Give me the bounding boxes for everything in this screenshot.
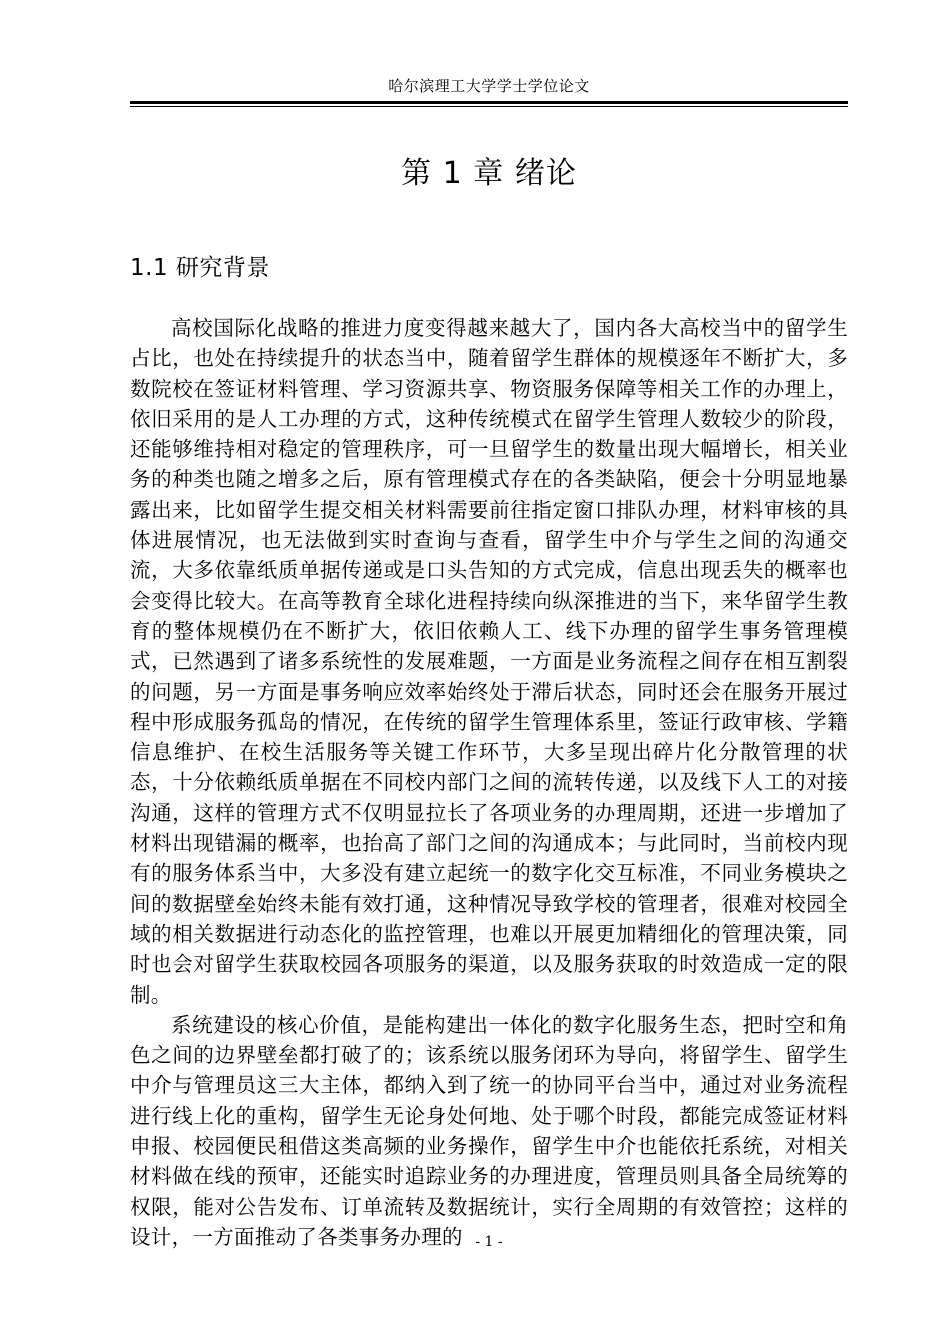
running-header: 哈尔滨理工大学学士学位论文: [388, 77, 590, 95]
section-heading: 1.1 研究背景: [130, 255, 270, 281]
body-text: [130, 313, 848, 1252]
header-rule-thin: [130, 106, 848, 107]
page-number: - 1 -: [475, 1234, 503, 1250]
paragraph: 系统建设的核心价值，是能构建出一体化的数字化服务生态，把时空和角色之间的边界壁垒都打破了的；该系统以服务闭环为导向，将留学生、留学生中介与管理员这三大主体，都纳入到了统一的协同平台当中，通过对业务流程进行线上化的重构，留学生无论身处何地、处于哪个时段，都能完成签证材料申报、校园便民租借这类高频的业务操作，留学生中介也能依托系统，对相关材料做在线的预审，还能实时追踪业务的办理进度，管理员则具备全局统筹的权限，能对公告发布、订单流转及数据统计，实行全周期的有效管控；这样的设计，一方面推动了各类事务办理的: [130, 1012, 848, 1249]
paragraph: 高校国际化战略的推进力度变得越来越大了，国内各大高校当中的留学生占比，也处在持续提升的状态当中，随着留学生群体的规模逐年不断扩大，多数院校在签证材料管理、学习资源共享、物资服务保障等相关工作的办理上，依旧采用的是人工办理的方式，这种传统模式在留学生管理人数较少的阶段，还能够维持相对稳定的管理秩序，可一旦留学生的数量出现大幅增长，相关业务的种类也随之增多之后，原有管理模式存在的各类缺陷，便会十分明显地暴露出来，比如留学生提交相关材料需要前往指定窗口排队办理，材料审核的具体进展情况，也无法做到实时查询与查看，留学生中介与学生之间的沟通交流，大多依靠纸质单据传递或是口头告知的方式完成，信息出现丢失的概率也会变得比较大。在高等教育全球化进程持续向纵深推进的当下，来华留学生教育的整体规模仍在不断扩大，依旧依赖人工、线下办理的留学生事务管理模式，已然遇到了诸多系统性的发展难题，一方面是业务流程之间存在相互割裂的问题，另一方面是事务响应效率始终处于滞后状态，同时还会在服务开展过程中形成服务孤岛的情况，在传统的留学生管理体系里，签证行政审核、学籍信息维护、在校生活服务等关键工作环节，大多呈现出碎片化分散管理的状态，十分依赖纸质单据在不同校内部门之间的流转传递，以及线下人工的对接沟通，这样的管理方式不仅明显拉长了各项业务的办理周期，还进一步增加了材料出现错漏的概率，也抬高了部门之间的沟通成本；与此同时，当前校内现有的服务体系当中，大多没有建立起统一的数字化交互标准，不同业务模块之间的数据壁垒始终未能有效打通，这种情况导致学校的管理者，很难对校园全域的相关数据进行动态化的监控管理，也难以开展更加精细化的管理决策，同时也会对留学生获取校园各项服务的渠道，以及服务获取的时效造成一定的限制。: [130, 316, 848, 1007]
header-rule-thick: [130, 101, 848, 104]
chapter-title: 第 1 章 绪论: [401, 156, 577, 191]
